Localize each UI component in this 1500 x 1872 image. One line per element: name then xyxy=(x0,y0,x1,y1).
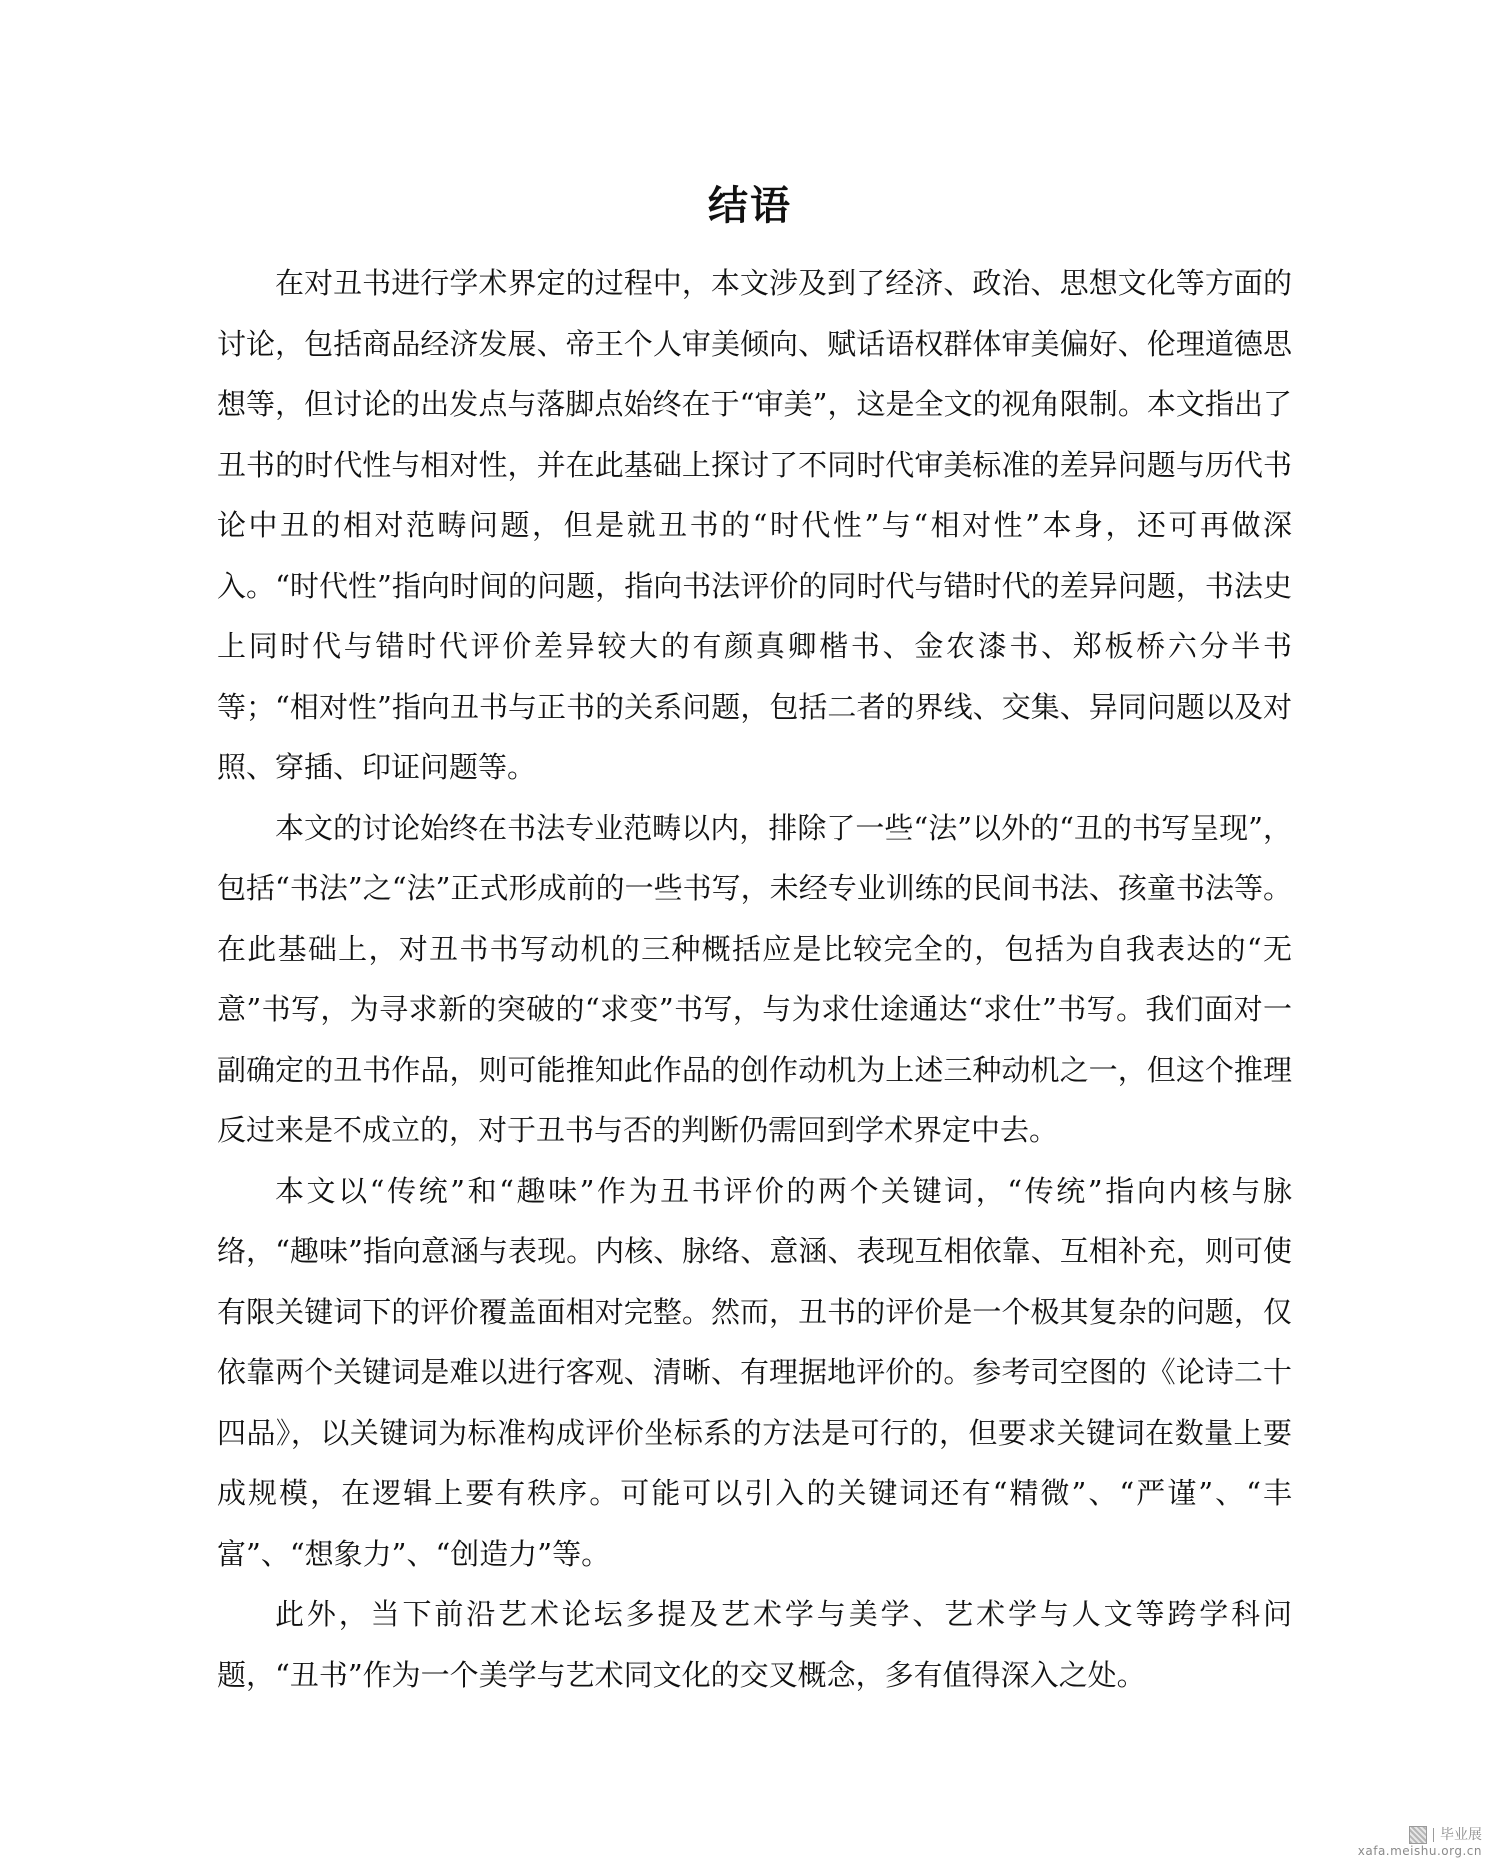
watermark-divider xyxy=(1433,1828,1434,1842)
section-title: 结语 xyxy=(708,183,792,229)
paragraph-2: 本文的讨论始终在书法专业范畴以内，排除了一些“法”以外的“丑的书写呈现”，包括“书法”之“法”正式形成前的一些书写，未经专业训练的民间书法、孩童书法等。在此基础上，对丑书书写动机的三种概括应是比较完全的，包括为自我表达的“无意”书写，为寻求新的突破的“求变”书写，与为求仕途通达“求仕”书写。我们面对一副确定的丑书作品，则可能推知此作品的创作动机为上述三种动机之一，但这个推理反过来是不成立的，对于丑书与否的判断仍需回到学术界定中去。 xyxy=(217,810,1292,1147)
watermark-label: 毕业展 xyxy=(1440,1827,1482,1843)
watermark xyxy=(1358,1826,1482,1858)
paragraph-3: 本文以“传统”和“趣味”作为丑书评价的两个关键词，“传统”指向内核与脉络，“趣味”指向意涵与表现。内核、脉络、意涵、表现互相依靠、互相补充，则可使有限关键词下的评价覆盖面相对完整。然而，丑书的评价是一个极其复杂的问题，仅依靠两个关键词是难以进行客观、清晰、有理据地评价的。参考司空图的《论诗二十四品》，以关键词为标准构成评价坐标系的方法是可行的，但要求关键词在数量上要成规模，在逻辑上要有秩序。可能可以引入的关键词还有“精微”、“严谨”、“丰富”、“想象力”、“创造力”等。 xyxy=(217,1173,1292,1571)
academy-logo-icon xyxy=(1409,1826,1427,1844)
paragraph-1: 在对丑书进行学术界定的过程中，本文涉及到了经济、政治、思想文化等方面的讨论，包括商品经济发展、帝王个人审美倾向、赋话语权群体审美偏好、伦理道德思想等，但讨论的出发点与落脚点始终在于“审美”，这是全文的视角限制。本文指出了丑书的时代性与相对性，并在此基础上探讨了不同时代审美标准的差异问题与历代书论中丑的相对范畴问题，但是就丑书的“时代性”与“相对性”本身，还可再做深入。“时代性”指向时间的问题，指向书法评价的同时代与错时代的差异问题，书法史上同时代与错时代评价差异较大的有颜真卿楷书、金农漆书、郑板桥六分半书等；“相对性”指向丑书与正书的关系问题，包括二者的界线、交集、异同问题以及对照、穿插、印证问题等。 xyxy=(217,266,1292,784)
watermark-url: xafa.meishu.org.cn xyxy=(1357,1844,1482,1858)
body-text xyxy=(217,253,1292,1705)
paragraph-4: 此外，当下前沿艺术论坛多提及艺术学与美学、艺术学与人文等跨学科问题，“丑书”作为一个美学与艺术同文化的交叉概念，多有值得深入之处。 xyxy=(217,1597,1292,1692)
